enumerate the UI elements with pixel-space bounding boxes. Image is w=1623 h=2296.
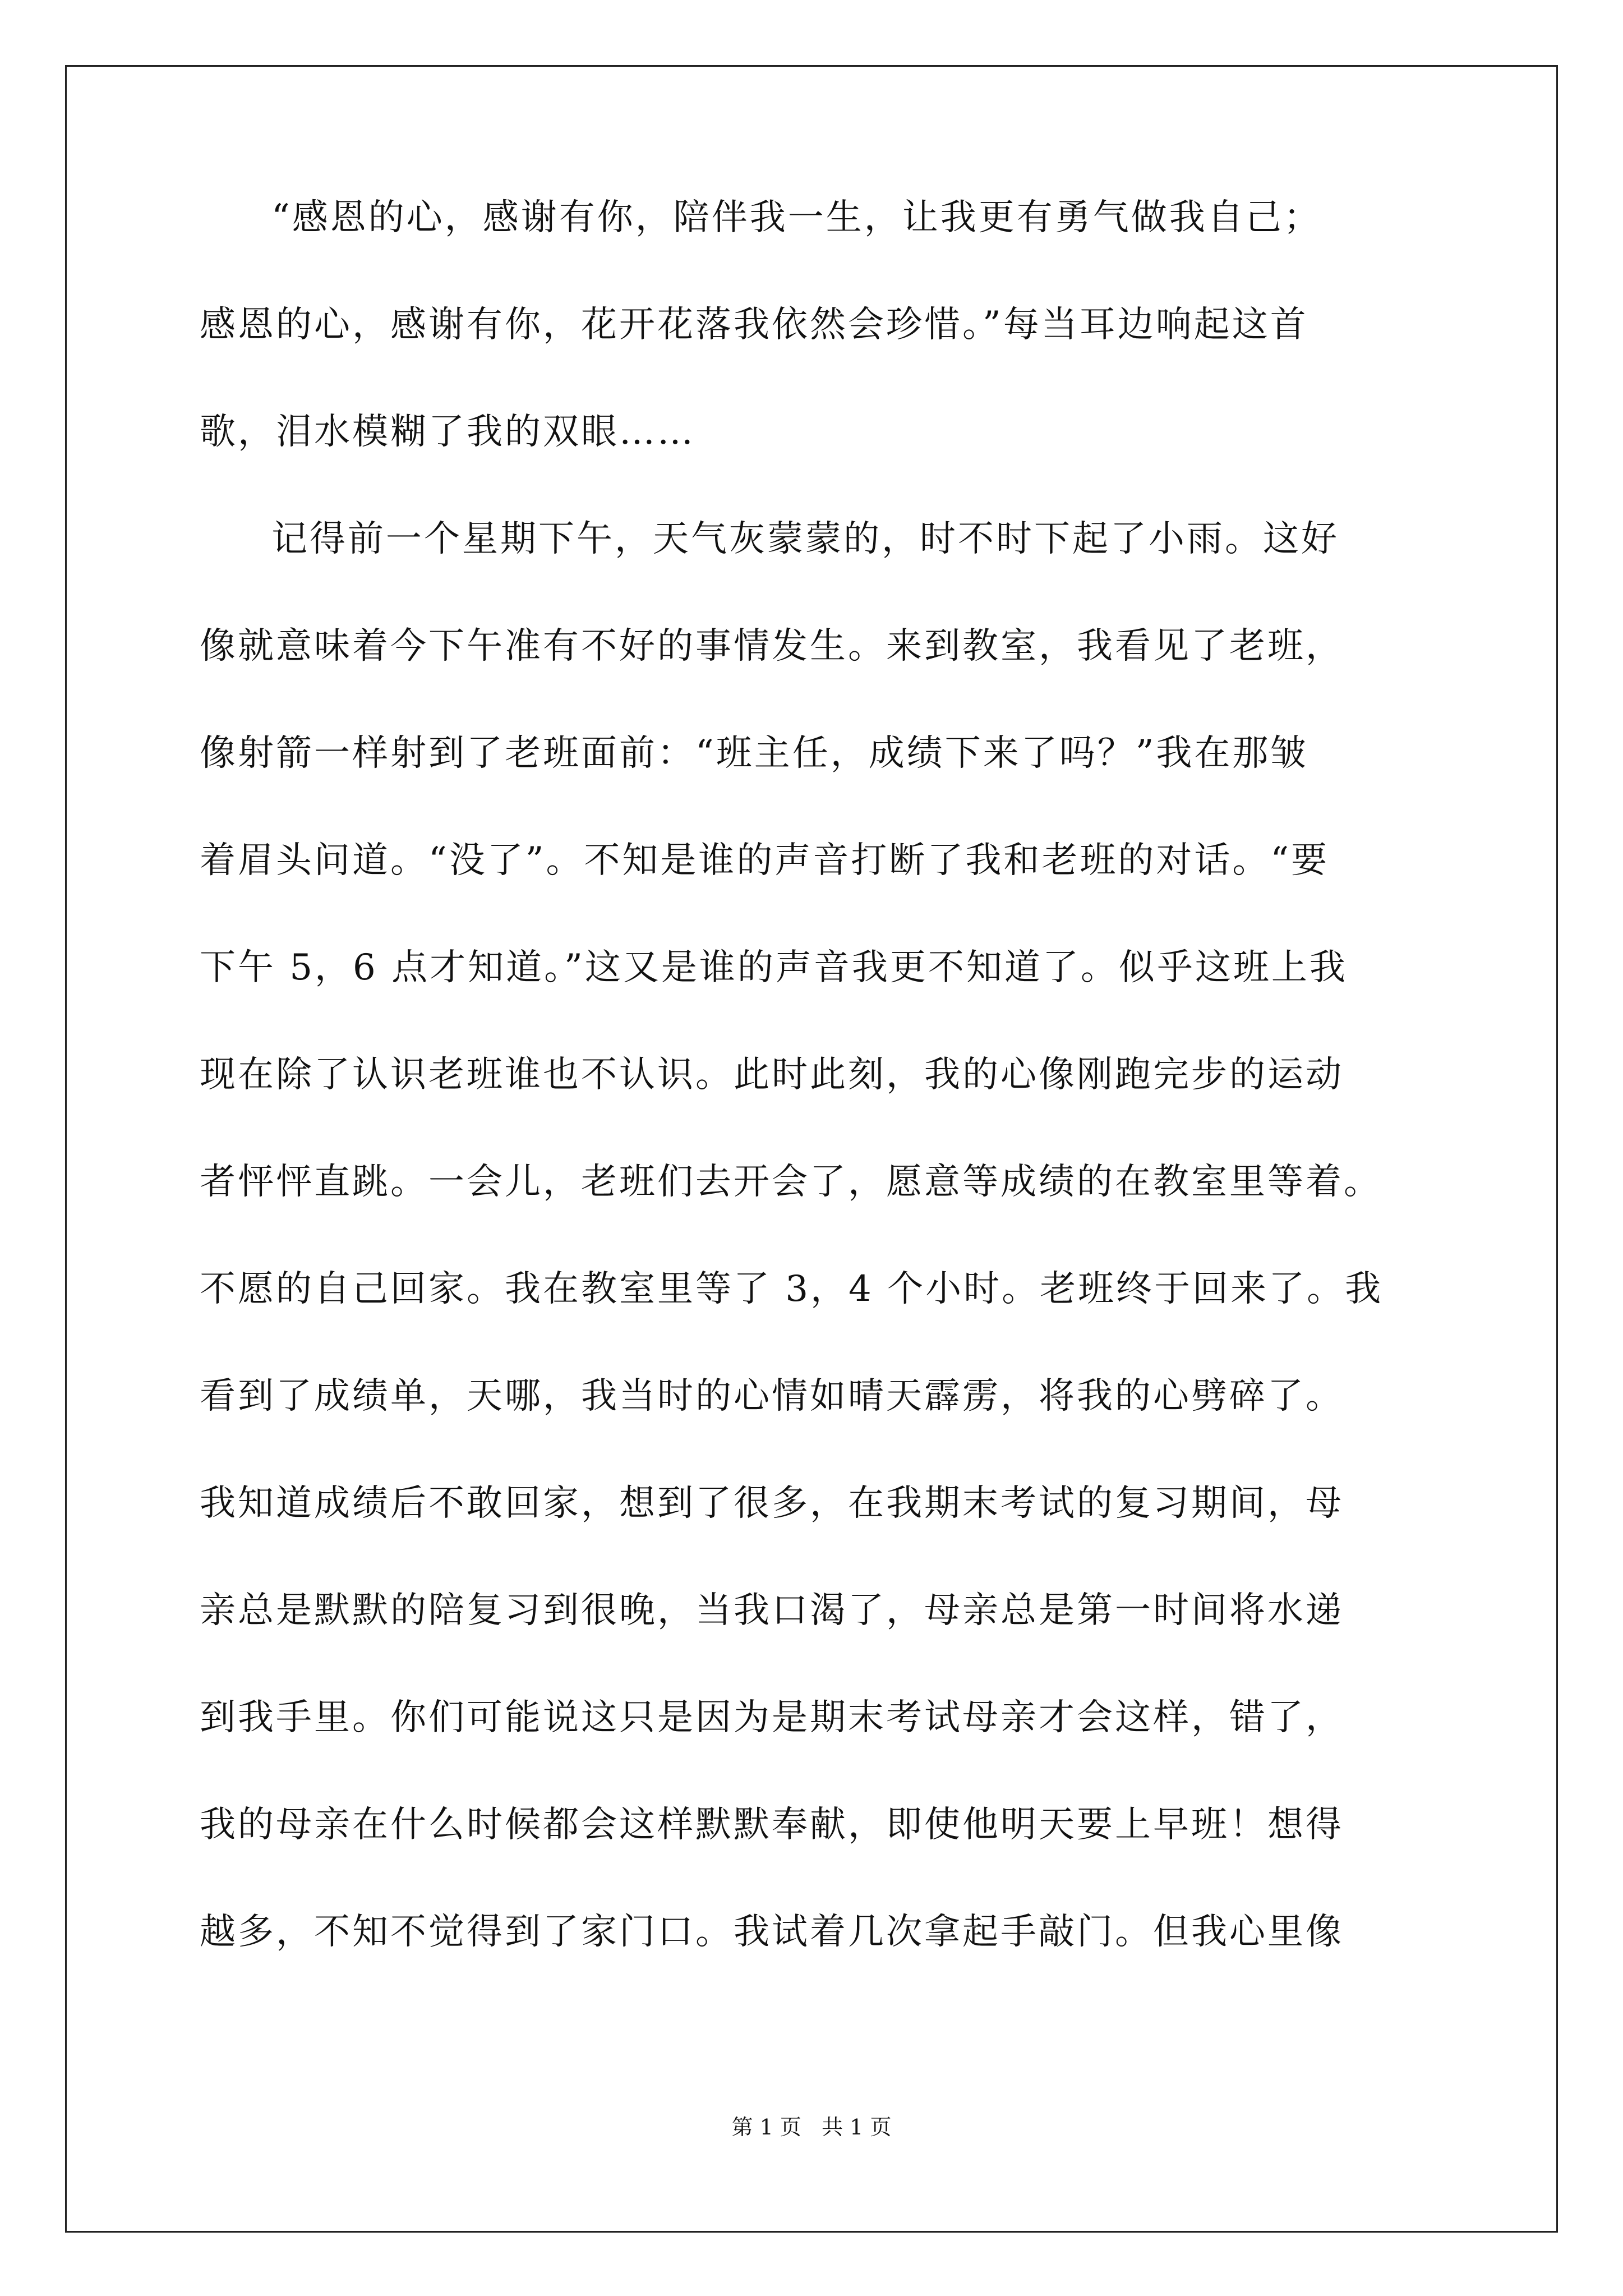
paragraph-2-line-1: 记得前一个星期下午，天气灰蒙蒙的，时不时下起了小雨。这好 [271,518,1339,560]
page-footer: 第 1 页 共 1 页 [731,2115,892,2139]
paragraph-1-line-2: 感恩的心，感谢有你，花开花落我依然会珍惜。”每当耳边响起这首 [200,304,1308,346]
paragraph-2-line-12: 到我手里。你们可能说这只是因为是期末考试母亲才会这样，错了， [200,1697,1344,1738]
document-body [200,197,1433,2021]
paragraph-2-line-9: 看到了成绩单，天哪，我当时的心情如晴天霹雳，将我的心劈碎了。 [200,1375,1344,1417]
paragraph-2-line-7: 者怦怦直跳。一会儿，老班们去开会了，愿意等成绩的在教室里等着。 [200,1161,1382,1203]
paragraph-2-line-2: 像就意味着今下午准有不好的事情发生。来到教室，我看见了老班， [200,625,1344,667]
paragraph-1-line-1: “感恩的心，感谢有你，陪伴我一生，让我更有勇气做我自己； [271,197,1322,238]
paragraph-2-line-4: 着眉头问道。“没了”。不知是谁的声音打断了我和老班的对话。“要 [200,840,1330,881]
paragraph-2-line-3: 像射箭一样射到了老班面前：“班主任，成绩下来了吗？”我在那皱 [200,733,1309,774]
paragraph-2-line-8: 不愿的自己回家。我在教室里等了 3，4 个小时。老班终于回来了。我 [200,1268,1384,1310]
paragraph-2-line-13: 我的母亲在什么时候都会这样默默奉献，即使他明天要上早班！想得 [200,1804,1344,1846]
paragraph-2-line-6: 现在除了认识老班谁也不认识。此时此刻，我的心像刚跑完步的运动 [200,1054,1344,1096]
paragraph-2-line-11: 亲总是默默的陪复习到很晚，当我口渴了，母亲总是第一时间将水递 [200,1590,1344,1631]
paragraph-2-line-5: 下午 5，6 点才知道。”这又是谁的声音我更不知道了。似乎这班上我 [200,947,1348,988]
paragraph-2-line-10: 我知道成绩后不敢回家，想到了很多，在我期末考试的复习期间，母 [200,1483,1344,1524]
paragraph-1-line-3: 歌，泪水模糊了我的双眼…… [200,411,695,453]
paragraph-2-line-14: 越多，不知不觉得到了家门口。我试着几次拿起手敲门。但我心里像 [200,1911,1344,1953]
